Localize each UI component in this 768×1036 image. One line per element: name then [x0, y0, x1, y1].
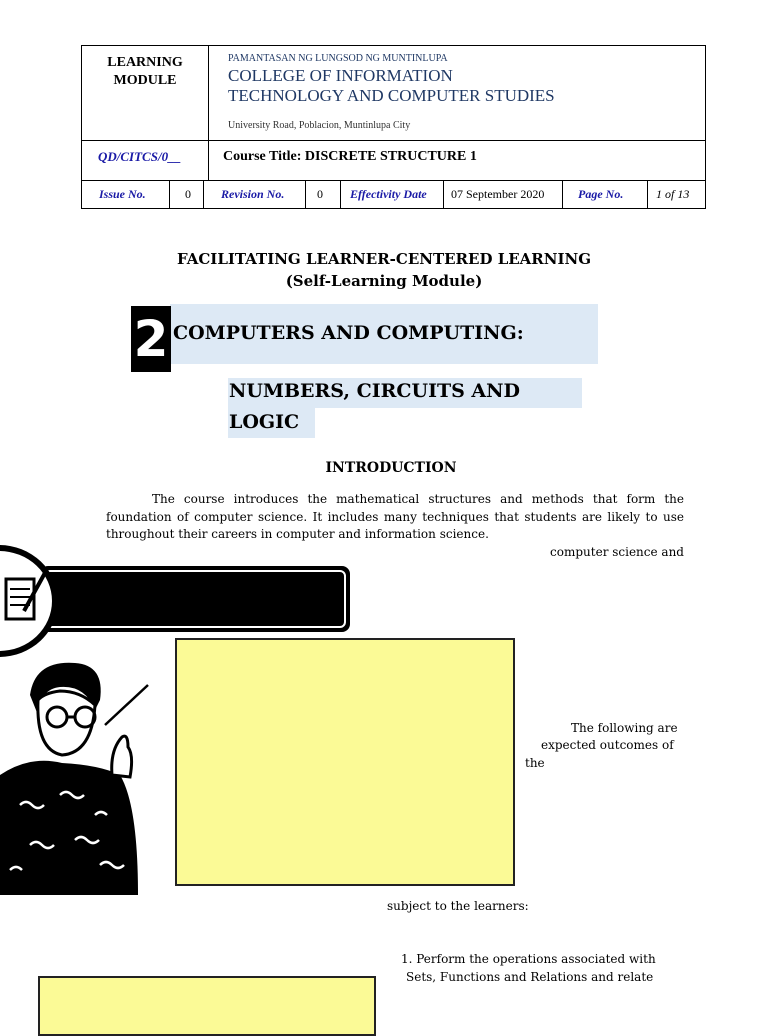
header-divider — [208, 140, 209, 180]
outcome-item-1-line1: 1. Perform the operations associated with — [401, 952, 656, 966]
college-name-line1: COLLEGE OF INFORMATION — [228, 66, 453, 85]
issue-label: Issue No. — [99, 187, 146, 201]
lesson-title: COMPUTERS AND COMPUTING: — [173, 322, 524, 344]
outcome-item-1-line2: Sets, Functions and Relations and relate — [406, 970, 654, 984]
header-divider — [443, 180, 444, 208]
introduction-paragraph — [106, 491, 684, 561]
introduction-trailing-text: computer science and — [550, 544, 684, 559]
issue-value: 0 — [185, 187, 191, 201]
effectivity-value: 07 September 2020 — [451, 187, 545, 201]
revision-label: Revision No. — [221, 187, 285, 201]
section-banner-border — [44, 570, 346, 628]
module-title — [0, 248, 768, 292]
university-name: PAMANTASAN NG LUNGSOD NG MUNTINLUPA — [228, 53, 448, 64]
module-title-line2: (Self-Learning Module) — [285, 272, 483, 290]
page-value: 1 of 13 — [656, 187, 690, 201]
teacher-illustration — [0, 655, 160, 895]
module-title-line1: FACILITATING LEARNER-CENTERED LEARNING — [176, 250, 592, 268]
outcomes-text-line2: expected outcomes of — [541, 738, 674, 752]
page-label: Page No. — [578, 187, 624, 201]
header-divider — [647, 180, 648, 208]
outcomes-text-line3: the — [525, 756, 545, 770]
header-divider — [208, 46, 209, 140]
header-divider — [562, 180, 563, 208]
revision-value: 0 — [317, 187, 323, 201]
notepad-icon — [0, 545, 58, 657]
lesson-subtitle-line1: NUMBERS, CIRCUITS AND — [229, 380, 521, 402]
note-box — [38, 976, 376, 1036]
module-label: LEARNING MODULE — [107, 55, 183, 88]
college-address: University Road, Poblacion, Muntinlupa City — [228, 120, 411, 131]
college-name — [228, 66, 555, 106]
lesson-number: 2 — [131, 306, 171, 372]
outcomes-text-line1: The following are — [571, 721, 678, 735]
header-divider — [340, 180, 341, 208]
header-divider — [305, 180, 306, 208]
header-divider — [169, 180, 170, 208]
introduction-heading: INTRODUCTION — [325, 460, 457, 476]
lesson-subtitle-line2: LOGIC — [229, 411, 300, 433]
course-title: Course Title: DISCRETE STRUCTURE 1 — [223, 149, 477, 164]
effectivity-label: Effectivity Date — [350, 187, 427, 201]
outcomes-text-line4: subject to the learners: — [387, 899, 529, 913]
document-code: QD/CITCS/0__ — [98, 149, 182, 164]
note-box — [175, 638, 515, 886]
introduction-text: The course introduces the mathematical structures and methods that form the foundation of computer science. It includes many techniques that students are likely to use throughout their careers in computer and information science. — [106, 492, 684, 541]
header-divider — [203, 180, 204, 208]
college-name-line2: TECHNOLOGY AND COMPUTER STUDIES — [228, 86, 555, 105]
